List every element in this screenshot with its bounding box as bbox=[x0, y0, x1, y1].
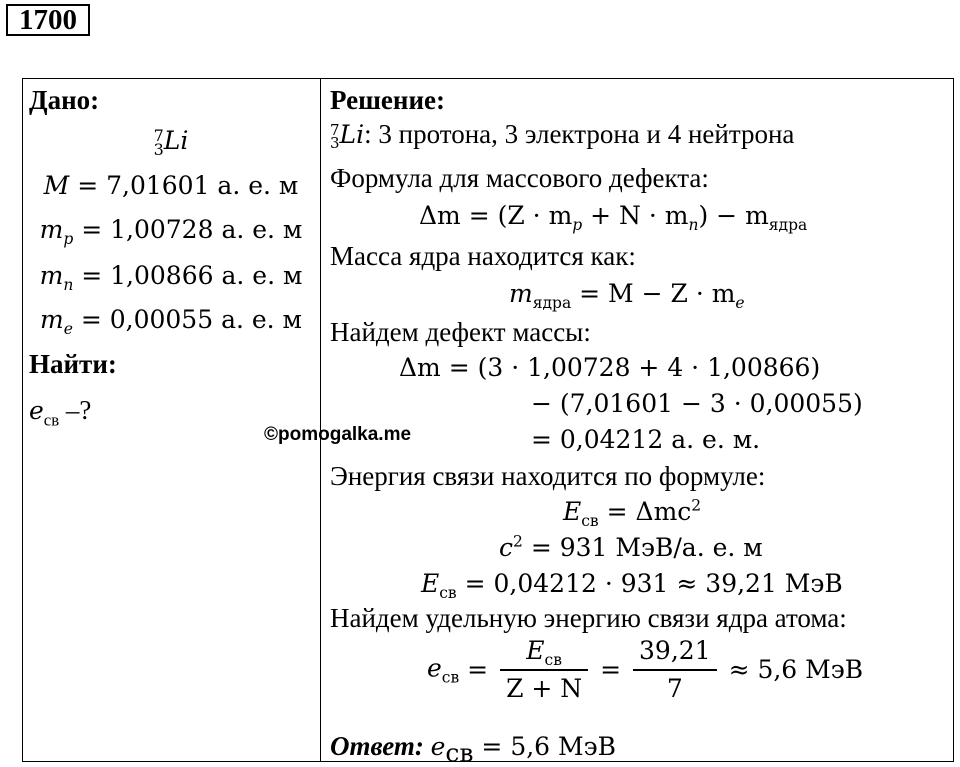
find-value bbox=[29, 395, 92, 430]
solution-table bbox=[22, 78, 954, 767]
nucleus-symbol: Li bbox=[339, 120, 365, 149]
defect-line-2: − (7,01601 − 3 · 0,00055) bbox=[531, 389, 863, 418]
defect-formula-mid: + N · m bbox=[582, 201, 689, 230]
M-label: M bbox=[43, 171, 70, 200]
c2-formula bbox=[499, 533, 763, 563]
find-sub: св bbox=[43, 410, 60, 430]
given-heading: Дано: bbox=[29, 85, 100, 115]
find-symbol: e bbox=[29, 396, 44, 425]
binding-formula bbox=[563, 496, 702, 530]
energy-formula bbox=[421, 569, 843, 602]
c2-sup: 2 bbox=[513, 532, 523, 551]
given-isotope bbox=[23, 125, 319, 157]
mp-label: m bbox=[39, 215, 64, 244]
nucleus-mass-formula bbox=[509, 279, 745, 312]
solution-heading: Решение: bbox=[330, 85, 445, 115]
composition-text: : 3 протона, 3 электрона и 4 нейтрона bbox=[364, 119, 795, 149]
given-me bbox=[23, 305, 319, 338]
defect-formula-sub: ядра bbox=[768, 216, 808, 234]
binding-lhs-sub: св bbox=[581, 512, 599, 530]
me-label: m bbox=[39, 305, 64, 334]
c2-rhs: = 931 МэВ/а. е. м bbox=[522, 533, 763, 562]
answer-label: Ответ: bbox=[330, 731, 424, 761]
mp-sub: p bbox=[63, 230, 74, 248]
specific-energy-formula: $e_{св}$ = $\frac{E_{св}}{Z + N}$ = $\frac{39,21}{7}$ ≈ 5,6 МэВ bbox=[427, 636, 864, 703]
me-value: = 0,00055 а. е. м bbox=[80, 305, 302, 334]
frac2-num: 39,21 bbox=[633, 635, 717, 671]
find-heading: Найти: bbox=[29, 349, 117, 379]
energy-lhs-sub: св bbox=[439, 584, 457, 602]
c2-lhs: c bbox=[499, 533, 514, 562]
answer-symbol: e bbox=[430, 732, 446, 761]
answer-sub: св bbox=[445, 738, 474, 767]
frac1-num-sub: св bbox=[544, 651, 562, 669]
given-mn bbox=[23, 261, 319, 294]
defect-formula-n: n bbox=[688, 216, 699, 234]
binding-rhs: = Δmc bbox=[598, 497, 692, 526]
defect-formula bbox=[419, 201, 808, 234]
nucleus-mass-rhs-sub: e bbox=[735, 294, 745, 312]
binding-rhs-sup: 2 bbox=[691, 496, 702, 515]
nucleus-mass-rhs: = M − Z · m bbox=[571, 279, 736, 308]
specific-lhs-sub: св bbox=[441, 668, 460, 687]
nucleus-mass-text: Масса ядра находится как: bbox=[330, 241, 636, 271]
mn-label: m bbox=[39, 261, 64, 290]
defect-formula-end: ) − m bbox=[698, 201, 769, 230]
binding-text: Энергия связи находится по формуле: bbox=[330, 461, 766, 491]
energy-lhs: E bbox=[421, 569, 440, 598]
binding-lhs: E bbox=[563, 497, 582, 526]
frac2-den: 7 bbox=[666, 674, 683, 703]
isotope-symbol: Li bbox=[163, 126, 189, 155]
find-question: –? bbox=[59, 395, 92, 425]
find-defect-text: Найдем дефект массы: bbox=[330, 317, 591, 347]
defect-line-1: Δm = (3 · 1,00728 + 4 · 1,00866) bbox=[399, 353, 821, 382]
nucleus-mass-number: 7 bbox=[330, 120, 340, 139]
defect-formula-p: p bbox=[572, 216, 583, 234]
me-sub: e bbox=[63, 320, 73, 338]
nucleus-charge-number: 3 bbox=[330, 133, 340, 152]
watermark: ©pomogalka.me bbox=[264, 424, 412, 445]
given-mp bbox=[23, 215, 319, 248]
mp-value: = 1,00728 а. е. м bbox=[81, 215, 303, 244]
frac1-num: E bbox=[526, 636, 545, 665]
mn-value: = 1,00866 а. е. м bbox=[81, 261, 303, 290]
defect-formula-text: Формула для массового дефекта: bbox=[330, 163, 709, 193]
nucleus-mass-lhs-sub: ядра bbox=[532, 294, 572, 312]
answer-line bbox=[330, 731, 617, 767]
isotope-mass-number: 7 bbox=[153, 125, 164, 145]
given-M bbox=[23, 171, 319, 201]
fraction-numeric bbox=[633, 635, 717, 705]
given-column bbox=[23, 79, 319, 761]
frac1-den: Z + N bbox=[506, 674, 583, 703]
energy-rhs: = 0,04212 · 931 ≈ 39,21 МэВ bbox=[456, 569, 843, 598]
problem-number: 1700 bbox=[6, 4, 90, 36]
specific-energy-text: Найдем удельную энергию связи ядра атома: bbox=[330, 603, 847, 633]
M-value: = 7,01601 а. е. м bbox=[77, 171, 299, 200]
isotope-charge-number: 3 bbox=[153, 139, 164, 159]
fraction-energy-over-nucleons bbox=[500, 635, 588, 705]
defect-line-3: = 0,04212 а. е. м. bbox=[531, 425, 761, 454]
solution-column bbox=[321, 79, 953, 767]
nucleus-composition bbox=[330, 119, 794, 150]
answer-value: = 5,6 МэВ bbox=[473, 732, 617, 761]
defect-formula-start: Δm = (Z · m bbox=[419, 201, 573, 230]
specific-lhs: e bbox=[427, 653, 442, 683]
specific-result: ≈ 5,6 МэВ bbox=[728, 655, 864, 684]
mn-sub: n bbox=[63, 276, 74, 294]
nucleus-mass-lhs: m bbox=[509, 279, 533, 308]
